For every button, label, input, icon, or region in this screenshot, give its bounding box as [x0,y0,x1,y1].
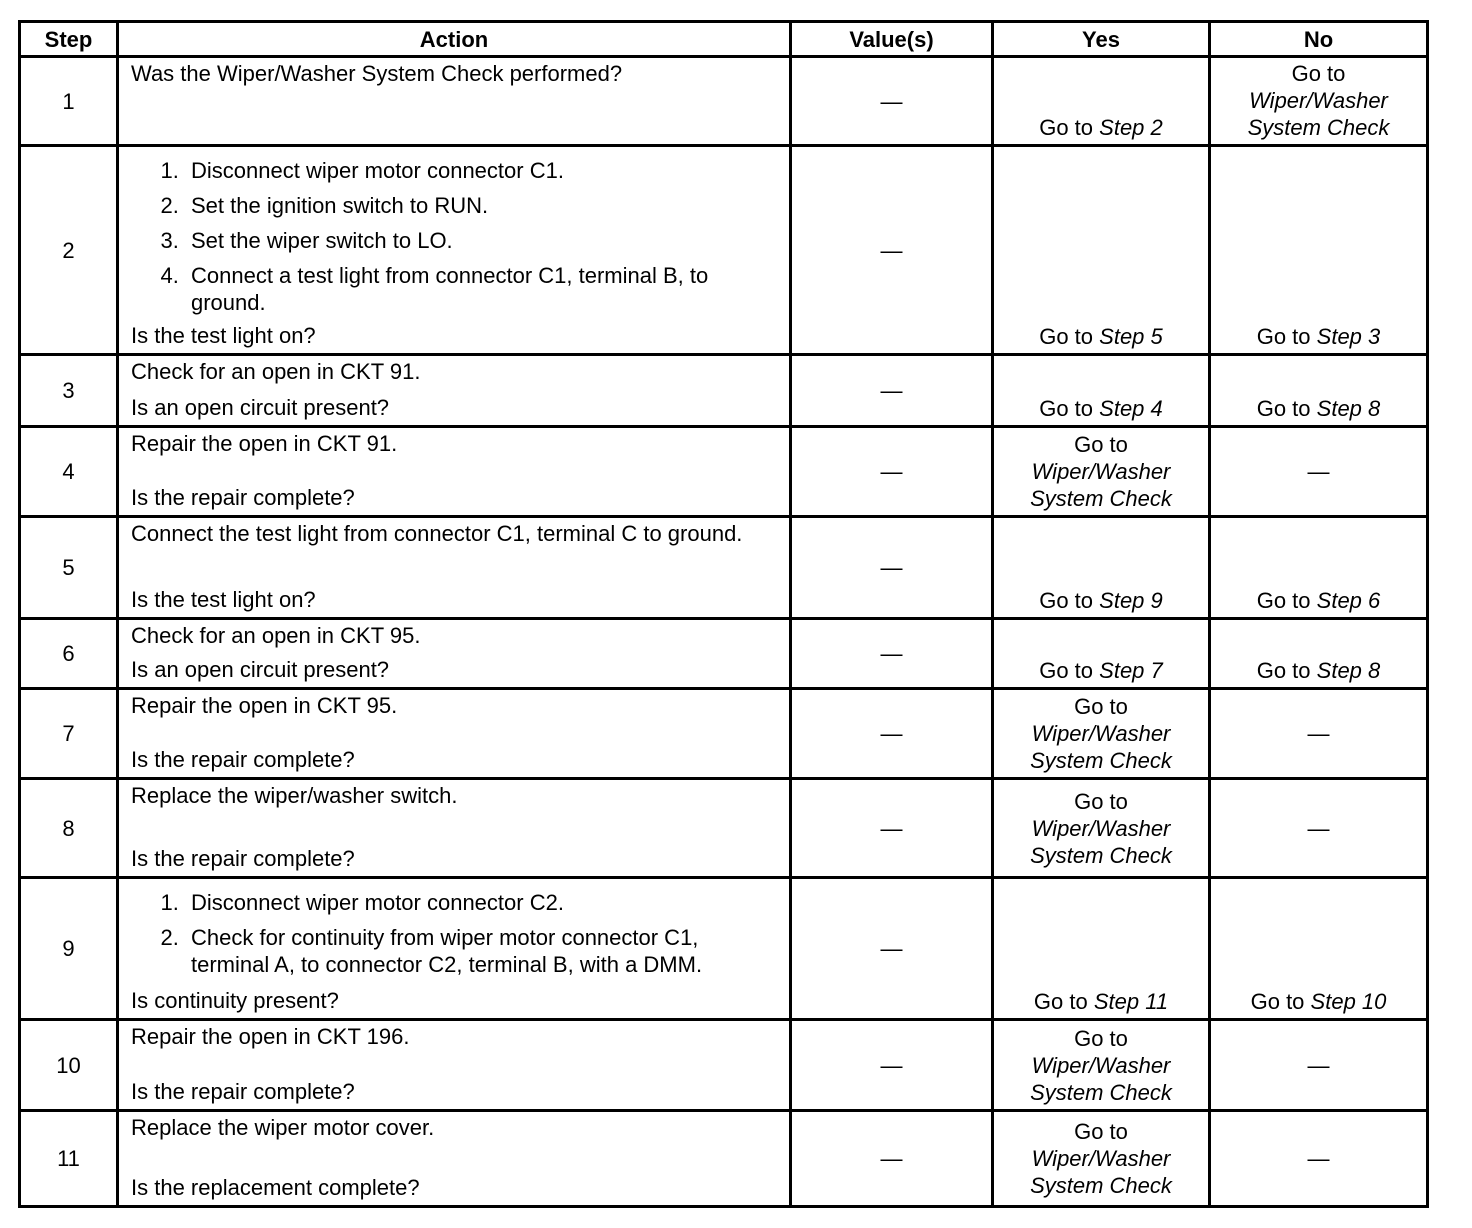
value-cell: — [791,1111,993,1207]
table-row [20,146,1428,355]
action-question: Is an open circuit present? [131,657,390,682]
yes-cell [993,619,1210,689]
action-content [131,60,777,140]
table-row [20,619,1428,689]
action-cell [118,1111,791,1207]
action-cell [118,878,791,1020]
yes-cell [993,517,1210,619]
yes-goto-target: Wiper/Washer System Check [1030,1052,1172,1105]
action-question: Is the repair complete? [131,1079,355,1104]
value-cell: — [791,517,993,619]
action-content [131,430,777,511]
yes-goto-target: Wiper/Washer System Check [1030,815,1172,868]
no-goto-prefix: Go to [1256,396,1311,421]
no-cell [1210,779,1428,878]
no-cell [1210,689,1428,779]
action-question: Is an open circuit present? [131,395,390,420]
action-cell [118,1020,791,1111]
action-instructions [131,1114,777,1141]
yes-goto-target: Step 4 [1099,396,1163,421]
step-number: 5 [20,517,118,619]
yes-goto-prefix: Go to [1074,1119,1128,1144]
action-content [131,149,777,349]
action-instructions [131,358,777,385]
no-goto-target: Step 8 [1316,658,1381,683]
no-goto-target: — [1307,815,1330,841]
no-goto-target: — [1307,721,1330,746]
header-action: Action [118,22,791,57]
value-cell: — [791,689,993,779]
step-number: 2 [20,146,118,355]
header-values: Value(s) [791,22,993,57]
substep-item: 1. Disconnect wiper motor connector C1. [185,157,777,184]
no-goto-target: Step 10 [1310,989,1387,1014]
substep-list [131,157,777,316]
action-instructions [131,1023,777,1050]
action-question: Is the repair complete? [131,485,355,510]
header-yes: Yes [993,22,1210,57]
header-no: No [1210,22,1428,57]
action-text: Replace the wiper motor cover. [131,1115,435,1140]
table-row [20,689,1428,779]
yes-goto-prefix: Go to [1039,588,1094,613]
table-row [20,1020,1428,1111]
no-goto-target: Wiper/Washer System Check [1247,88,1390,140]
no-goto-target: Step 8 [1316,396,1381,421]
action-instructions [131,622,777,649]
value-cell: — [791,619,993,689]
action-text: Repair the open in CKT 95. [131,693,398,718]
substep-list [131,889,777,978]
yes-cell [993,878,1210,1020]
yes-cell [993,427,1210,517]
header-row [20,22,1428,57]
table-row [20,779,1428,878]
action-content [131,692,777,773]
value-cell: — [791,355,993,427]
action-instructions [131,692,777,719]
yes-goto-prefix: Go to [1039,396,1094,421]
no-goto-prefix: Go to [1256,588,1311,613]
action-text: Connect the test light from connector C1, terminal C to ground. [131,521,743,546]
no-goto-target: Step 6 [1316,588,1381,613]
yes-cell [993,779,1210,878]
action-text: Was the Wiper/Washer System Check performed? [131,61,623,86]
substep-item: 2. Check for continuity from wiper motor connector C1, terminal A, to connector C2, terminal B, with a DMM. [185,924,777,978]
yes-goto-prefix: Go to [1074,1025,1128,1051]
action-cell [118,779,791,878]
no-cell [1210,1111,1428,1207]
table-row [20,517,1428,619]
no-goto-target: — [1307,1146,1330,1171]
step-number: 8 [20,779,118,878]
action-content [131,881,777,1014]
step-number: 9 [20,878,118,1020]
no-goto-prefix: Go to [1256,324,1311,349]
yes-goto-target: Step 2 [1099,115,1163,140]
action-cell [118,146,791,355]
action-text: Replace the wiper/washer switch. [131,783,458,808]
action-question: Is the repair complete? [131,846,355,871]
value-cell: — [791,57,993,146]
action-text: Check for an open in CKT 95. [131,623,421,648]
step-number: 11 [20,1111,118,1207]
yes-goto-target: Step 7 [1099,658,1163,683]
action-content [131,782,777,872]
action-cell [118,427,791,517]
yes-cell [993,689,1210,779]
action-question: Is the replacement complete? [131,1175,420,1200]
table-row [20,878,1428,1020]
action-content [131,622,777,683]
yes-cell [993,1020,1210,1111]
no-cell [1210,355,1428,427]
yes-goto-prefix: Go to [1039,658,1094,683]
action-instructions [131,149,777,316]
step-number: 4 [20,427,118,517]
yes-cell [993,1111,1210,1207]
value-cell: — [791,878,993,1020]
step-number: 1 [20,57,118,146]
action-question: Is the test light on? [131,323,316,348]
action-content [131,520,777,613]
yes-goto-prefix: Go to [1039,324,1094,349]
action-cell [118,689,791,779]
step-number: 3 [20,355,118,427]
action-content [131,1114,777,1201]
step-number: 10 [20,1020,118,1111]
yes-goto-target: Step 9 [1099,588,1163,613]
substep-item: 4. Connect a test light from connector C1, terminal B, to ground. [185,262,777,316]
action-cell [118,57,791,146]
header-step: Step [20,22,118,57]
value-cell: — [791,427,993,517]
action-text: Check for an open in CKT 91. [131,359,421,384]
step-number: 6 [20,619,118,689]
action-instructions [131,60,777,87]
yes-goto-prefix: Go to [1039,115,1094,140]
no-goto-prefix: Go to [1250,989,1305,1014]
step-number: 7 [20,689,118,779]
substep-item: 1. Disconnect wiper motor connector C2. [185,889,777,916]
no-goto-target: — [1307,459,1330,484]
no-cell [1210,1020,1428,1111]
action-instructions [131,430,777,457]
yes-goto-target: Wiper/Washer System Check [1030,721,1172,773]
action-instructions [131,881,777,978]
yes-goto-target: Step 5 [1099,324,1163,349]
table-row [20,355,1428,427]
action-content [131,1023,777,1105]
no-goto-prefix: Go to [1256,658,1311,683]
no-goto-prefix: Go to [1291,61,1346,86]
action-instructions [131,782,777,809]
action-cell [118,355,791,427]
yes-cell [993,355,1210,427]
table-row [20,1111,1428,1207]
action-cell [118,517,791,619]
yes-cell [993,57,1210,146]
yes-goto-prefix: Go to [1033,989,1088,1014]
table-row [20,427,1428,517]
yes-goto-target: Wiper/Washer System Check [1030,1146,1172,1198]
yes-goto-prefix: Go to [1074,432,1128,457]
action-text: Repair the open in CKT 196. [131,1024,410,1049]
no-cell [1210,57,1428,146]
value-cell: — [791,1020,993,1111]
action-instructions [131,520,777,547]
table-row [20,57,1428,146]
substep-item: 2. Set the ignition switch to RUN. [185,192,777,219]
action-text: Repair the open in CKT 91. [131,431,398,456]
yes-goto-prefix: Go to [1074,788,1128,814]
action-cell [118,619,791,689]
yes-goto-target: Wiper/Washer System Check [1030,459,1172,511]
no-cell [1210,878,1428,1020]
value-cell: — [791,146,993,355]
value-cell: — [791,779,993,878]
table-body [20,57,1428,1207]
action-question: Is continuity present? [131,988,339,1013]
yes-goto-prefix: Go to [1074,694,1128,719]
no-goto-target: Step 3 [1316,324,1381,349]
no-cell [1210,146,1428,355]
yes-goto-target: Step 11 [1093,989,1169,1014]
no-cell [1210,619,1428,689]
action-question: Is the repair complete? [131,747,355,772]
action-content [131,358,777,421]
no-cell [1210,517,1428,619]
substep-item: 3. Set the wiper switch to LO. [185,227,777,254]
action-question: Is the test light on? [131,587,316,612]
no-cell [1210,427,1428,517]
no-goto-target: — [1307,1052,1330,1078]
yes-cell [993,146,1210,355]
diagnostic-table [18,20,1429,1208]
